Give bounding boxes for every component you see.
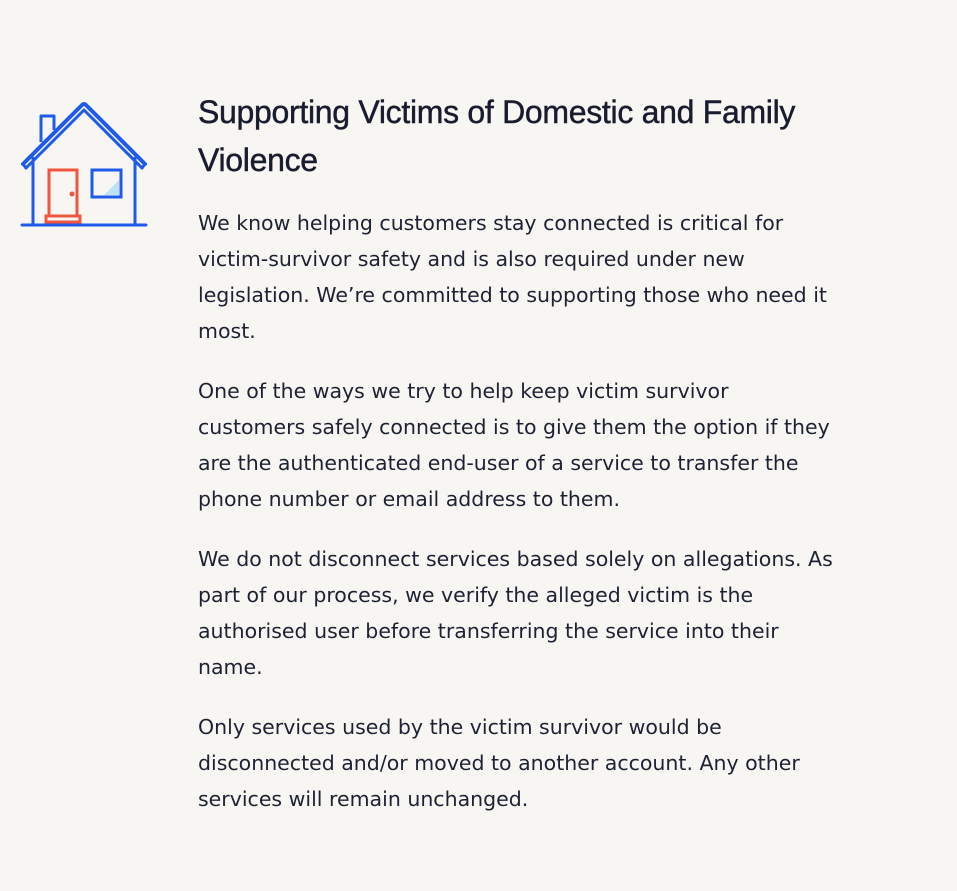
paragraph-stay-connected: We know helping customers stay connected is critical for victim-survivor safety and is also required under new legislation. We’re committed to supporting those who need it most. <box>198 211 827 343</box>
paragraph-disconnection-scope: Only services used by the victim survivor would be disconnected and/or moved to another account. Any other services will remain unchanged. <box>198 715 800 811</box>
section-title: Supporting Victims of Domestic and Family Violence <box>198 94 796 178</box>
house-icon <box>16 100 152 230</box>
paragraph-verification: We do not disconnect services based solely on allegations. As part of our process, we verify the alleged victim is the authorised user before transferring the service into their name. <box>198 547 833 679</box>
section-content <box>198 88 838 841</box>
paragraph-transfer-option: One of the ways we try to help keep victim survivor customers safely connected is to give them the option if they are the authenticated end-user of a service to transfer the phone number or email address to them. <box>198 379 830 511</box>
